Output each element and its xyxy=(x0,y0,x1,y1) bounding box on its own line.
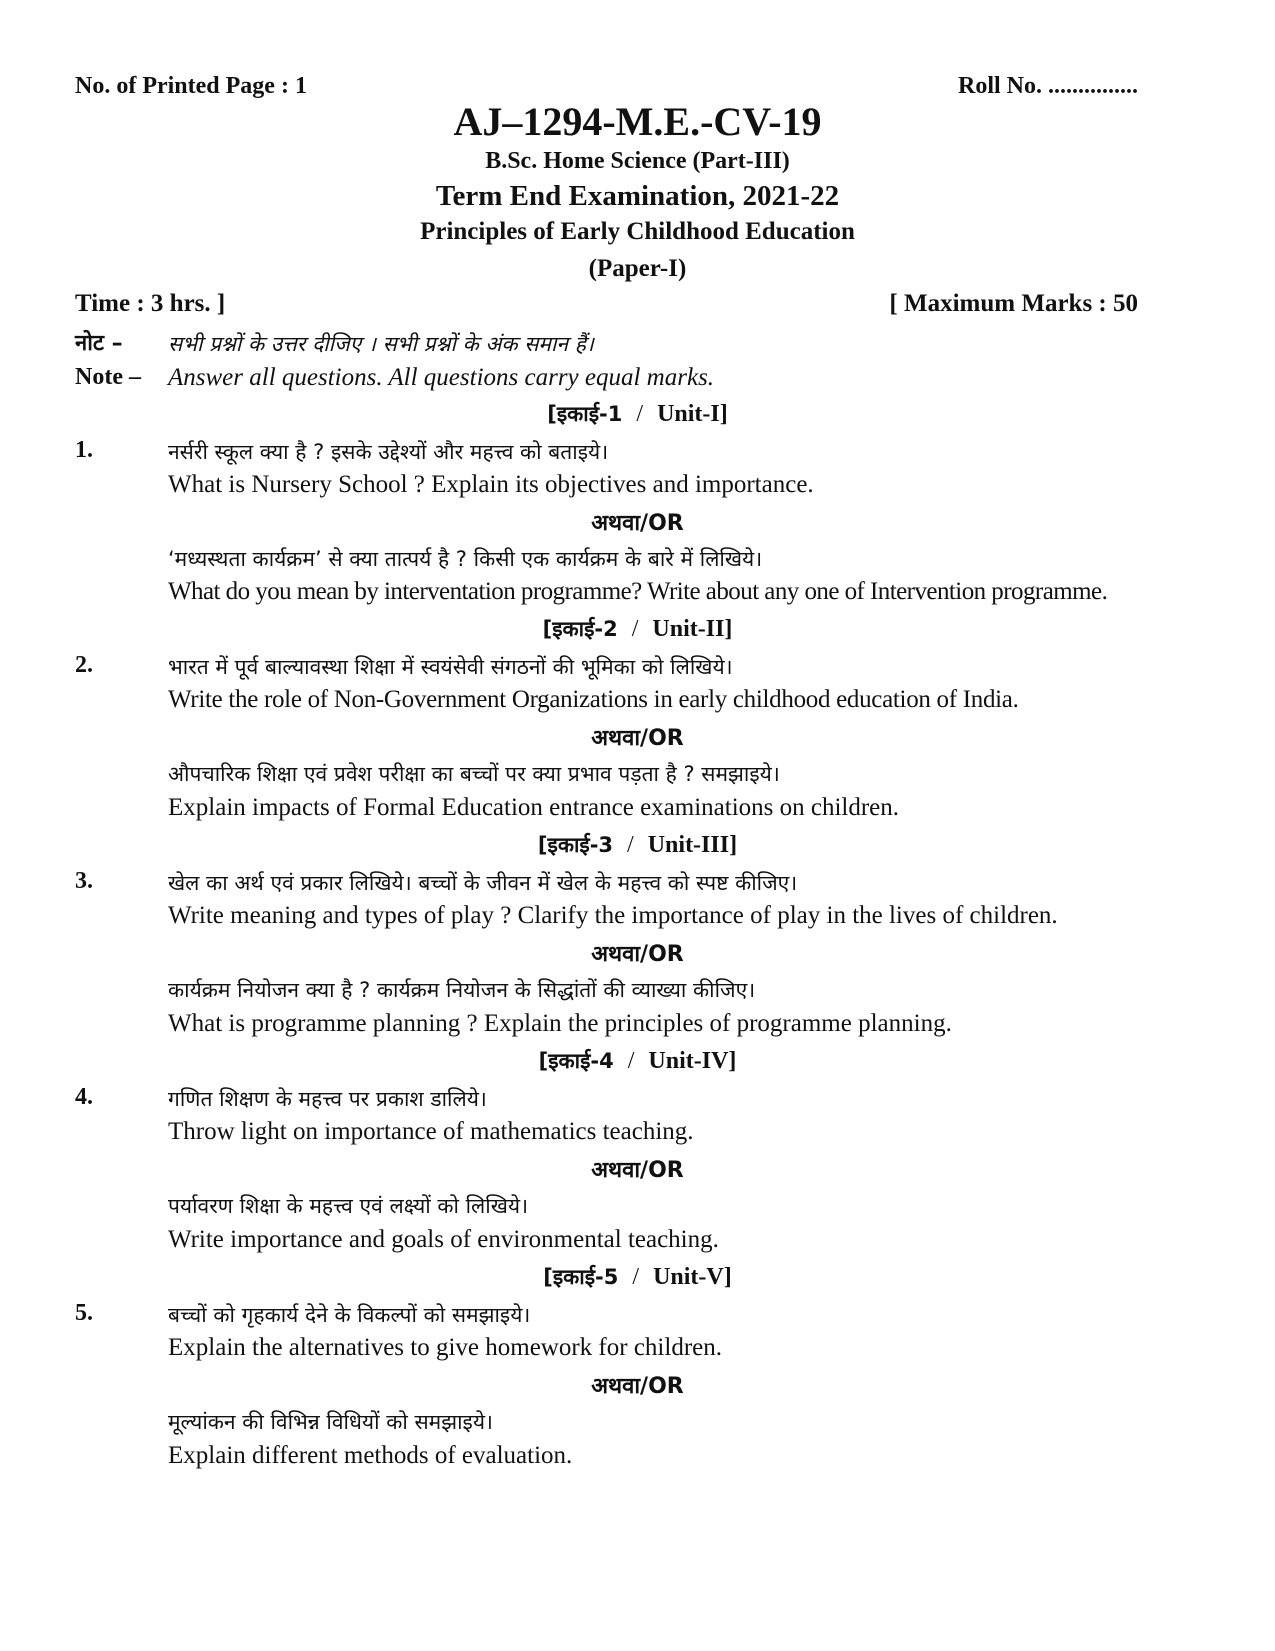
unit-english-label: Unit-I] xyxy=(657,401,728,427)
question-hindi: खेल का अर्थ एवं प्रकार लिखिये। बच्चों के जीवन में खेल के महत्त्व को स्पष्ट कीजिए। xyxy=(168,871,798,895)
unit-heading: [इकाई-3 / Unit-III] xyxy=(537,832,738,858)
alternative-question-hindi: ‘मध्यस्थता कार्यक्रम’ से क्या तात्पर्य है ? किसी एक कार्यक्रम के बारे में लिखिये। xyxy=(168,547,763,571)
subject-title: Principles of Early Childhood Education xyxy=(420,218,855,245)
note-text-hindi: सभी प्रश्नों के उत्तर दीजिए । सभी प्रश्नों के अंक समान हैं। xyxy=(168,332,594,356)
alternative-question-english: What do you mean by interventation programme? Write about any one of Intervention programme. xyxy=(168,578,1108,605)
question-number: 5. xyxy=(75,1300,93,1326)
unit-heading: [इकाई-4 / Unit-IV] xyxy=(538,1048,737,1074)
question-hindi: भारत में पूर्व बाल्यावस्था शिक्षा में स्वयंसेवी संगठनों की भूमिका को लिखिये। xyxy=(168,655,733,679)
course-name: B.Sc. Home Science (Part-III) xyxy=(485,148,790,174)
question-english: Write the role of Non-Government Organizations in early childhood education of India. xyxy=(168,686,1019,713)
printed-pages: No. of Printed Page : 1 xyxy=(75,73,307,99)
maximum-marks: [ Maximum Marks : 50 xyxy=(889,290,1138,317)
question-english: Throw light on importance of mathematics teaching. xyxy=(168,1118,694,1145)
question-number: 1. xyxy=(75,437,93,463)
paper-code: AJ–1294-M.E.-CV-19 xyxy=(453,99,822,144)
question-number: 3. xyxy=(75,868,93,894)
question-english: Write meaning and types of play ? Clarify the importance of play in the lives of children. xyxy=(168,902,1058,929)
unit-english-label: Unit-III] xyxy=(647,832,738,858)
alternative-question-hindi: कार्यक्रम नियोजन क्या है ? कार्यक्रम नियोजन के सिद्धांतों की व्याख्या कीजिए। xyxy=(168,978,756,1002)
or-divider: अथवा/OR xyxy=(591,1374,684,1399)
unit-heading: [इकाई-2 / Unit-II] xyxy=(542,616,733,642)
question-english: Explain the alternatives to give homework for children. xyxy=(168,1334,722,1361)
or-divider: अथवा/OR xyxy=(591,511,684,536)
alternative-question-english: What is programme planning ? Explain the principles of programme planning. xyxy=(168,1010,952,1037)
or-divider: अथवा/OR xyxy=(591,726,684,751)
unit-english-label: Unit-V] xyxy=(653,1264,732,1290)
unit-hindi-label: [इकाई-4 xyxy=(538,1049,614,1073)
question-number: 2. xyxy=(75,652,93,678)
alternative-question-english: Explain different methods of evaluation. xyxy=(168,1442,573,1469)
question-number: 4. xyxy=(75,1084,93,1110)
question-hindi: नर्सरी स्कूल क्या है ? इसके उद्देश्यों और महत्त्व को बताइये। xyxy=(168,440,609,464)
unit-hindi-label: [इकाई-2 xyxy=(542,617,618,641)
alternative-question-english: Explain impacts of Formal Education entrance examinations on children. xyxy=(168,794,900,821)
note-label-english: Note – xyxy=(75,364,141,390)
unit-english-label: Unit-II] xyxy=(652,616,733,642)
exam-title: Term End Examination, 2021-22 xyxy=(435,180,840,212)
alternative-question-hindi: मूल्यांकन की विभिन्न विधियों को समझाइये। xyxy=(168,1410,493,1434)
note-text-english: Answer all questions. All questions carry equal marks. xyxy=(168,364,715,391)
alternative-question-hindi: औपचारिक शिक्षा एवं प्रवेश परीक्षा का बच्चों पर क्या प्रभाव पड़ता है ? समझाइये। xyxy=(168,762,780,786)
question-english: What is Nursery School ? Explain its objectives and importance. xyxy=(168,471,814,498)
time-allowed: Time : 3 hrs. ] xyxy=(75,290,226,317)
roll-no: Roll No. ............... xyxy=(958,73,1138,99)
paper-number: (Paper-I) xyxy=(588,255,687,282)
alternative-question-english: Write importance and goals of environmental teaching. xyxy=(168,1226,719,1253)
unit-hindi-label: [इकाई-1 xyxy=(547,402,623,426)
unit-heading: [इकाई-5 / Unit-V] xyxy=(543,1264,732,1290)
or-divider: अथवा/OR xyxy=(591,1158,684,1183)
unit-hindi-label: [इकाई-3 xyxy=(537,833,614,857)
unit-hindi-label: [इकाई-5 xyxy=(543,1265,619,1289)
question-hindi: बच्चों को गृहकार्य देने के विकल्पों को समझाइये। xyxy=(168,1303,531,1327)
alternative-question-hindi: पर्यावरण शिक्षा के महत्त्व एवं लक्ष्यों को लिखिये। xyxy=(168,1194,529,1218)
or-divider: अथवा/OR xyxy=(591,942,684,967)
unit-english-label: Unit-IV] xyxy=(648,1048,737,1074)
question-hindi: गणित शिक्षण के महत्त्व पर प्रकाश डालिये। xyxy=(168,1087,487,1111)
note-label-hindi: नोट – xyxy=(75,331,123,356)
unit-heading: [इकाई-1 / Unit-I] xyxy=(547,401,728,427)
